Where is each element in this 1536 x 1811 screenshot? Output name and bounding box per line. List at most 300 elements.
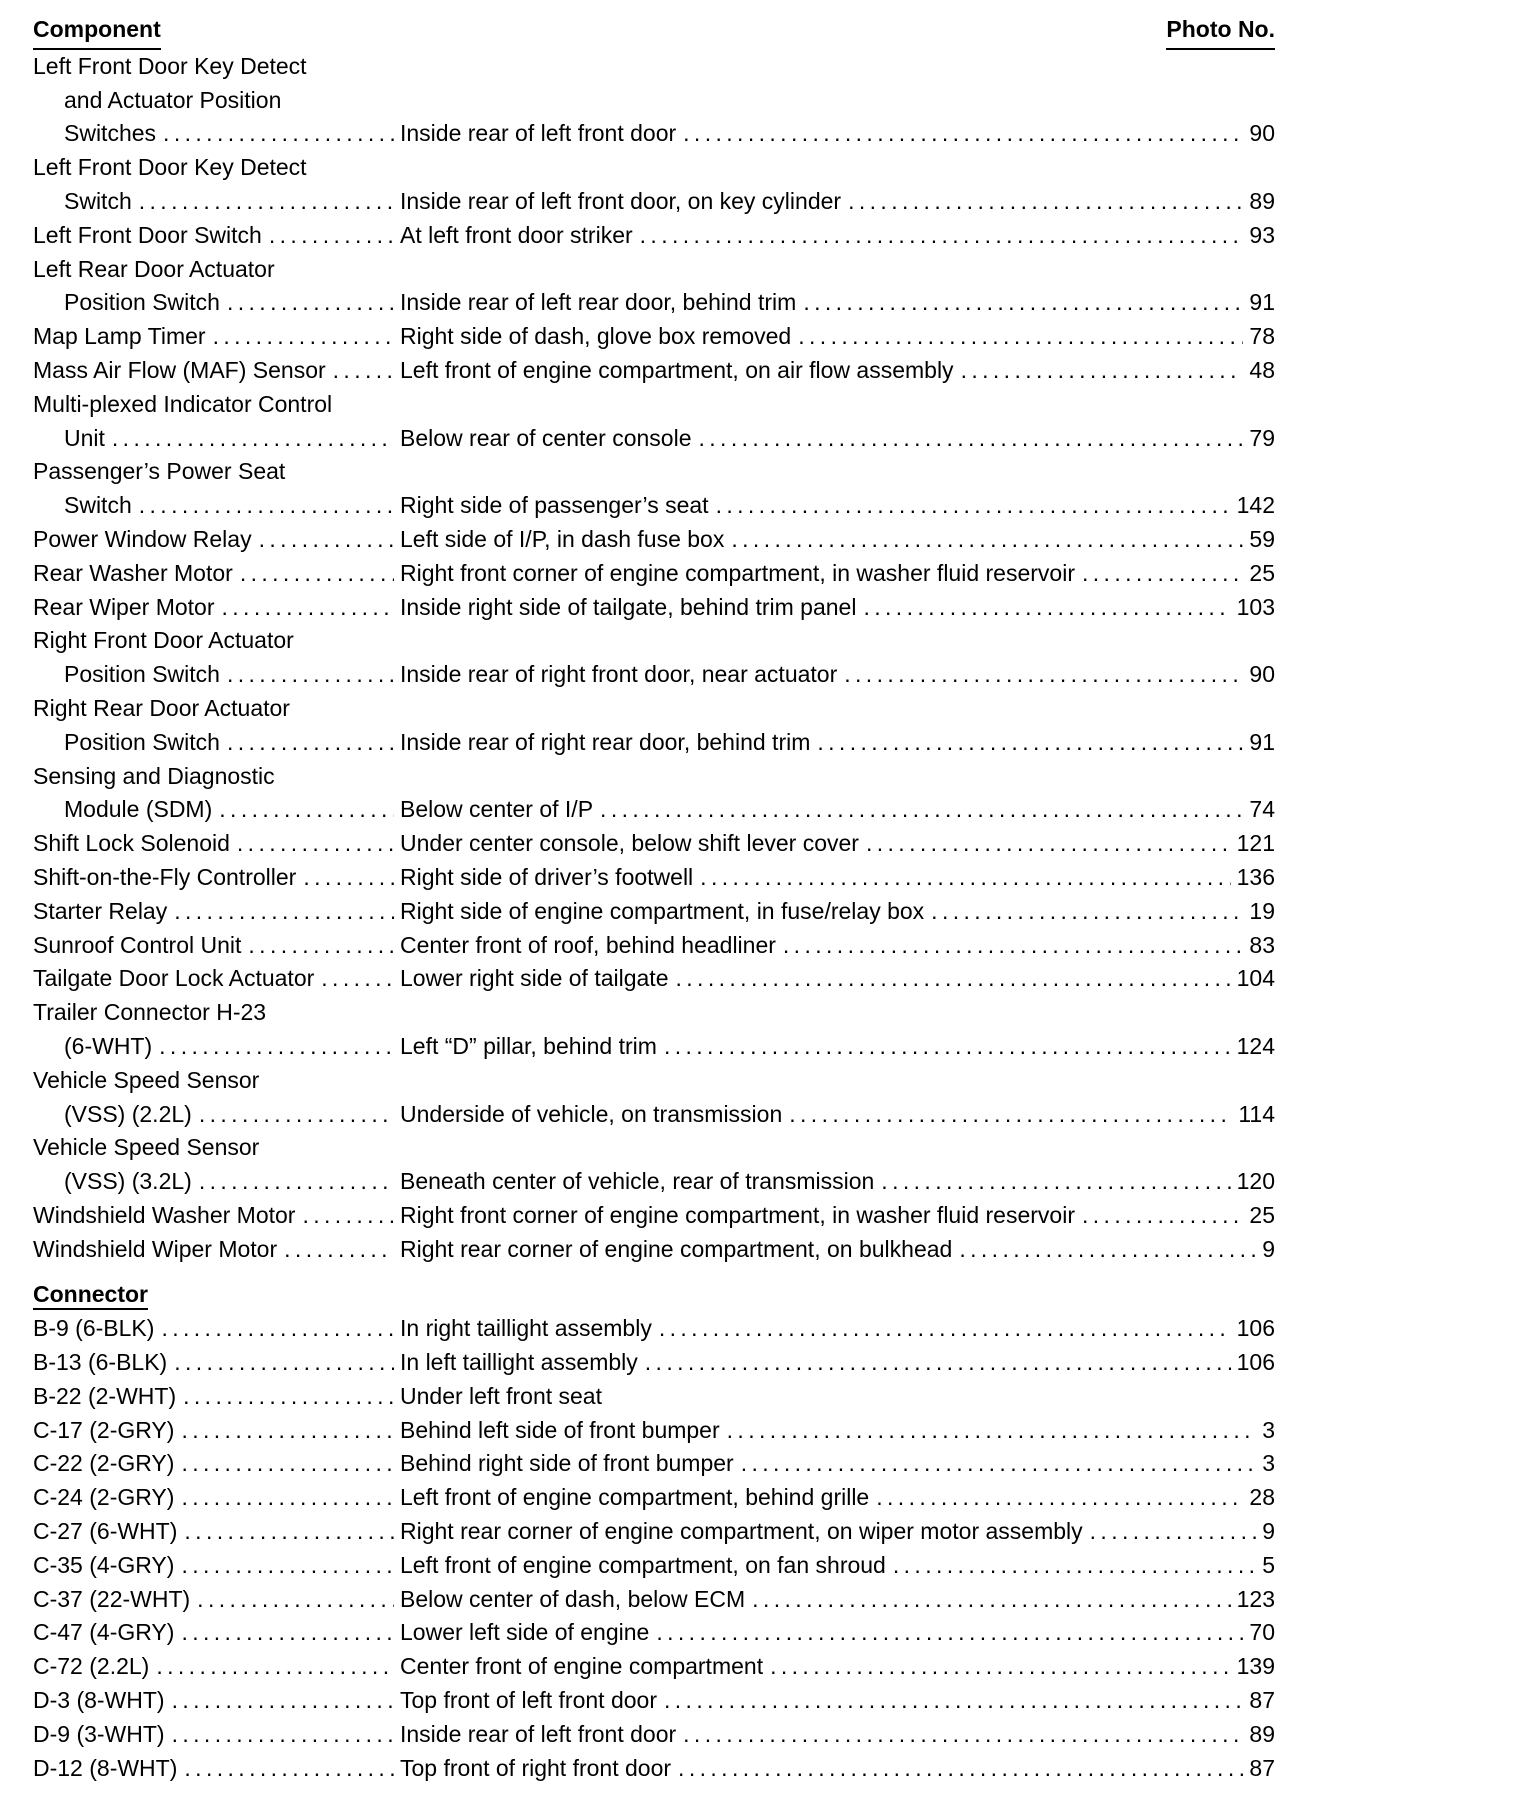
- component-name-cell: [33, 1199, 400, 1233]
- component-name-cell: [33, 1098, 400, 1132]
- photo-number: 103: [1236, 593, 1275, 620]
- component-name-cell: [33, 1233, 400, 1267]
- photo-number: 48: [1249, 356, 1275, 383]
- dot-leader: [770, 1650, 1231, 1684]
- component-name-cell: [33, 1481, 400, 1515]
- entry-main-line: [33, 286, 1275, 320]
- entry-main-line: [33, 726, 1275, 760]
- photo-number: 89: [1249, 1720, 1275, 1747]
- component-name-line: Left Front Door Key Detect: [33, 52, 307, 79]
- component-name-cell: [33, 1380, 400, 1414]
- photo-number: 142: [1236, 492, 1275, 519]
- component-name-cell: [33, 1312, 400, 1346]
- component-name: C-24 (2-GRY): [33, 1484, 175, 1511]
- component-name: B-13 (6-BLK): [33, 1349, 168, 1376]
- photo-number: 74: [1249, 796, 1275, 823]
- entry-main-line: [33, 1684, 1275, 1718]
- location-text: Below center of dash, below ECM: [400, 1585, 746, 1612]
- index-row: [33, 962, 1275, 996]
- entry-main-line: [33, 827, 1275, 861]
- component-name-line: Right Rear Door Actuator: [33, 694, 290, 721]
- dot-leader: [321, 962, 394, 996]
- entry-main-line: [33, 1583, 1275, 1617]
- entry-main-line: [33, 523, 1275, 557]
- location-text: Right side of dash, glove box removed: [400, 323, 792, 350]
- index-row: [33, 827, 1275, 861]
- component-name-cell: [33, 1718, 400, 1752]
- component-name-cell: [33, 1515, 400, 1549]
- location-text: Under left front seat: [400, 1382, 602, 1409]
- photo-number: 139: [1236, 1653, 1275, 1680]
- photo-number: 28: [1249, 1484, 1275, 1511]
- location-text: Center front of engine compartment: [400, 1653, 764, 1680]
- component-name: Module (SDM): [64, 796, 213, 823]
- component-name: D-9 (3-WHT): [33, 1720, 165, 1747]
- component-name: Unit: [64, 424, 105, 451]
- component-name-cell: [33, 219, 400, 253]
- entry-main-line: [33, 1233, 1275, 1267]
- component-name-line: Trailer Connector H-23: [33, 999, 267, 1026]
- dot-leader: [656, 1616, 1243, 1650]
- dot-leader: [172, 1718, 394, 1752]
- dot-leader: [866, 827, 1231, 861]
- index-row: [33, 1447, 1275, 1481]
- entry-main-line: [33, 1098, 1275, 1132]
- photo-number: 59: [1249, 525, 1275, 552]
- index-row: [33, 1583, 1275, 1617]
- component-name-cell: [33, 1752, 400, 1786]
- location-text: Left front of engine compartment, on air flow assembly: [400, 356, 954, 383]
- entry-main-line: [33, 1165, 1275, 1199]
- entry-main-line: [33, 793, 1275, 827]
- component-name: (6-WHT): [64, 1032, 153, 1059]
- index-row: [33, 1233, 1275, 1267]
- dot-leader: [699, 422, 1244, 456]
- index-row: [33, 1380, 1275, 1414]
- location-text: Left front of engine compartment, on fan shroud: [400, 1551, 886, 1578]
- component-name: Starter Relay: [33, 897, 168, 924]
- dot-leader: [678, 1752, 1243, 1786]
- component-name-cell: [33, 1650, 400, 1684]
- dot-leader: [844, 658, 1243, 692]
- component-name-line: Left Front Door Key Detect: [33, 154, 307, 181]
- entry-main-line: [33, 1414, 1275, 1448]
- location-text: Right side of passenger’s seat: [400, 492, 709, 519]
- dot-leader: [752, 1583, 1230, 1617]
- entry-main-line: [33, 929, 1275, 963]
- photo-number: 90: [1249, 661, 1275, 688]
- location-text: At left front door striker: [400, 221, 633, 248]
- component-name-cell: [33, 895, 400, 929]
- component-name: Switch: [64, 492, 132, 519]
- dot-leader: [199, 1098, 394, 1132]
- dot-leader: [881, 1165, 1230, 1199]
- photo-number: 79: [1249, 424, 1275, 451]
- component-name-cell: [33, 658, 400, 692]
- component-name: C-72 (2.2L): [33, 1653, 150, 1680]
- photo-number: 104: [1236, 965, 1275, 992]
- dot-leader: [161, 1312, 394, 1346]
- dot-leader: [183, 1380, 394, 1414]
- photo-number: 91: [1249, 728, 1275, 755]
- dot-leader: [716, 489, 1231, 523]
- location-text: Beneath center of vehicle, rear of transmission: [400, 1168, 875, 1195]
- index-row: [33, 1650, 1275, 1684]
- dot-leader: [269, 219, 394, 253]
- location-text: Left side of I/P, in dash fuse box: [400, 525, 725, 552]
- component-name-cell: [33, 1447, 400, 1481]
- component-name: Position Switch: [64, 728, 220, 755]
- dot-leader: [248, 929, 394, 963]
- entry-main-line: [33, 489, 1275, 523]
- index-row: [33, 557, 1275, 591]
- dot-leader: [112, 422, 394, 456]
- dot-leader: [600, 793, 1243, 827]
- component-name-cell: [33, 1616, 400, 1650]
- component-name: Windshield Wiper Motor: [33, 1235, 278, 1262]
- photo-number: 87: [1249, 1687, 1275, 1714]
- dot-leader: [184, 1752, 394, 1786]
- component-name: Position Switch: [64, 289, 220, 316]
- location-text: Inside right side of tailgate, behind trim panel: [400, 593, 857, 620]
- location-text: Right rear corner of engine compartment, on wiper motor assembly: [400, 1518, 1083, 1545]
- photo-number: 25: [1249, 1201, 1275, 1228]
- component-name: Shift Lock Solenoid: [33, 830, 230, 857]
- component-name-cell: [33, 489, 400, 523]
- component-name: B-22 (2-WHT): [33, 1382, 177, 1409]
- index-row: [33, 929, 1275, 963]
- location-text: Underside of vehicle, on transmission: [400, 1100, 783, 1127]
- dot-leader: [789, 1098, 1232, 1132]
- entry-main-line: [33, 117, 1275, 151]
- dot-leader: [798, 320, 1243, 354]
- component-name: C-22 (2-GRY): [33, 1450, 175, 1477]
- component-location-index: [33, 13, 1275, 1785]
- location-text: Inside rear of right rear door, behind trim: [400, 728, 811, 755]
- section-heading-label: Connector: [33, 1281, 148, 1310]
- photo-number: 136: [1236, 863, 1275, 890]
- index-row: [33, 320, 1275, 354]
- dot-leader: [676, 962, 1231, 996]
- location-text: Right side of driver’s footwell: [400, 863, 694, 890]
- component-name: Tailgate Door Lock Actuator: [33, 965, 315, 992]
- index-row: [33, 354, 1275, 388]
- dot-leader: [817, 726, 1243, 760]
- entry-main-line: [33, 962, 1275, 996]
- component-name: Shift-on-the-Fly Controller: [33, 863, 297, 890]
- location-text: Inside rear of left rear door, behind trim: [400, 289, 797, 316]
- entry-main-line: [33, 658, 1275, 692]
- dot-leader: [159, 1030, 394, 1064]
- dot-leader: [931, 895, 1243, 929]
- location-text: Top front of left front door: [400, 1687, 657, 1714]
- index-row: [33, 1131, 1275, 1199]
- dot-leader: [664, 1684, 1243, 1718]
- dot-leader: [303, 861, 394, 895]
- location-text: Lower left side of engine: [400, 1619, 650, 1646]
- component-name-cell: [33, 962, 400, 996]
- dot-leader: [640, 219, 1244, 253]
- photo-number: 123: [1236, 1585, 1275, 1612]
- location-text: Behind left side of front bumper: [400, 1416, 720, 1443]
- photo-number: 3: [1262, 1450, 1275, 1477]
- dot-leader: [700, 861, 1230, 895]
- index-row: [33, 219, 1275, 253]
- dot-leader: [174, 895, 394, 929]
- photo-number: 70: [1249, 1619, 1275, 1646]
- index-row: [33, 1481, 1275, 1515]
- component-name-cell: [33, 1165, 400, 1199]
- index-row: [33, 1312, 1275, 1346]
- component-name: Power Window Relay: [33, 525, 252, 552]
- photo-number: 3: [1262, 1416, 1275, 1443]
- component-column-header: Component: [33, 13, 161, 50]
- component-name-line: Sensing and Diagnostic: [33, 762, 275, 789]
- index-row: [33, 624, 1275, 692]
- index-row: [33, 996, 1275, 1064]
- index-row: [33, 1346, 1275, 1380]
- dot-leader: [221, 591, 394, 625]
- component-name-cell: [33, 1346, 400, 1380]
- entry-main-line: [33, 1650, 1275, 1684]
- component-name: D-3 (8-WHT): [33, 1687, 165, 1714]
- entry-main-line: [33, 1481, 1275, 1515]
- dot-leader: [213, 320, 394, 354]
- dot-leader: [174, 1346, 394, 1380]
- dot-leader: [240, 557, 394, 591]
- dot-leader: [139, 489, 394, 523]
- index-row: [33, 1414, 1275, 1448]
- component-name-line: Right Front Door Actuator: [33, 627, 294, 654]
- component-name-cell: [33, 185, 400, 219]
- component-name-cell: [33, 422, 400, 456]
- component-name-cell: [33, 1583, 400, 1617]
- photo-number: 120: [1236, 1168, 1275, 1195]
- photo-number: 5: [1262, 1551, 1275, 1578]
- component-name-cell: [33, 861, 400, 895]
- dot-leader: [227, 726, 394, 760]
- index-row: [33, 523, 1275, 557]
- component-name: C-35 (4-GRY): [33, 1551, 175, 1578]
- dot-leader: [302, 1199, 394, 1233]
- dot-leader: [961, 354, 1244, 388]
- component-name-line: and Actuator Position: [64, 86, 282, 113]
- location-text: Left front of engine compartment, behind grille: [400, 1484, 870, 1511]
- component-name: Left Front Door Switch: [33, 221, 262, 248]
- component-name-line: Passenger’s Power Seat: [33, 458, 286, 485]
- component-name-cell: [33, 1549, 400, 1583]
- index-row: [33, 692, 1275, 760]
- index-row: [33, 1549, 1275, 1583]
- location-text: Inside rear of left front door: [400, 1720, 677, 1747]
- dot-leader: [181, 1481, 394, 1515]
- dot-leader: [197, 1583, 394, 1617]
- dot-leader: [1082, 557, 1243, 591]
- dot-leader: [181, 1549, 394, 1583]
- location-text: Below rear of center console: [400, 424, 692, 451]
- component-name-line: Multi-plexed Indicator Control: [33, 390, 333, 417]
- dot-leader: [227, 286, 394, 320]
- dot-leader: [645, 1346, 1231, 1380]
- dot-leader: [683, 117, 1243, 151]
- photo-number: 124: [1236, 1032, 1275, 1059]
- component-name-cell: [33, 320, 400, 354]
- entry-main-line: [33, 1515, 1275, 1549]
- dot-leader: [1082, 1199, 1243, 1233]
- component-name-cell: [33, 726, 400, 760]
- entry-main-line: [33, 219, 1275, 253]
- location-text: Right front corner of engine compartment, in washer fluid reservoir: [400, 1201, 1075, 1228]
- index-row: [33, 591, 1275, 625]
- dot-leader: [172, 1684, 394, 1718]
- index-row: [33, 151, 1275, 219]
- section-heading: [33, 1278, 1275, 1312]
- location-text: Top front of right front door: [400, 1754, 672, 1781]
- dot-leader: [227, 658, 394, 692]
- photo-number: 19: [1249, 897, 1275, 924]
- index-row: [33, 388, 1275, 456]
- location-text: Below center of I/P: [400, 796, 594, 823]
- component-name: Rear Wiper Motor: [33, 593, 215, 620]
- component-name: C-37 (22-WHT): [33, 1585, 191, 1612]
- dot-leader: [848, 185, 1243, 219]
- location-text: In right taillight assembly: [400, 1315, 652, 1342]
- index-row: [33, 1515, 1275, 1549]
- entry-main-line: [33, 591, 1275, 625]
- component-name: B-9 (6-BLK): [33, 1315, 155, 1342]
- location-text: Right side of engine compartment, in fuse/relay box: [400, 897, 925, 924]
- entry-main-line: [33, 1447, 1275, 1481]
- dot-leader: [333, 354, 394, 388]
- index-row: [33, 1752, 1275, 1786]
- dot-leader: [893, 1549, 1256, 1583]
- component-name-cell: [33, 286, 400, 320]
- component-name: Switches: [64, 120, 157, 147]
- component-name-cell: [33, 1414, 400, 1448]
- location-text: Right rear corner of engine compartment, on bulkhead: [400, 1235, 953, 1262]
- index-row: [33, 253, 1275, 321]
- component-name-cell: [33, 354, 400, 388]
- dot-leader: [783, 929, 1244, 963]
- entry-main-line: [33, 354, 1275, 388]
- entry-main-line: [33, 185, 1275, 219]
- location-text: Center front of roof, behind headliner: [400, 931, 776, 958]
- component-name: Switch: [64, 187, 132, 214]
- dot-leader: [664, 1030, 1231, 1064]
- index-row: [33, 861, 1275, 895]
- index-row: [33, 760, 1275, 828]
- dot-leader: [683, 1718, 1243, 1752]
- index-row: [33, 1064, 1275, 1132]
- photo-number: 78: [1249, 323, 1275, 350]
- dot-leader: [803, 286, 1243, 320]
- photo-column-header: Photo No.: [1166, 13, 1275, 50]
- component-name-line: Vehicle Speed Sensor: [33, 1134, 260, 1161]
- component-name: (VSS) (2.2L): [64, 1100, 192, 1127]
- component-name: Map Lamp Timer: [33, 323, 206, 350]
- location-text: In left taillight assembly: [400, 1349, 638, 1376]
- dot-leader: [219, 793, 394, 827]
- entry-main-line: [33, 1199, 1275, 1233]
- photo-number: 89: [1249, 187, 1275, 214]
- index-row: [33, 50, 1275, 151]
- component-name: Sunroof Control Unit: [33, 931, 242, 958]
- component-name: C-17 (2-GRY): [33, 1416, 175, 1443]
- index-row: [33, 1684, 1275, 1718]
- dot-leader: [199, 1165, 394, 1199]
- dot-leader: [237, 827, 394, 861]
- photo-number: 121: [1236, 830, 1275, 857]
- location-text: Inside rear of right front door, near actuator: [400, 661, 838, 688]
- component-name-cell: [33, 827, 400, 861]
- component-name-line: Left Rear Door Actuator: [33, 255, 275, 282]
- component-name: C-47 (4-GRY): [33, 1619, 175, 1646]
- component-name-cell: [33, 523, 400, 557]
- entry-main-line: [33, 1312, 1275, 1346]
- dot-leader: [139, 185, 394, 219]
- location-text: Lower right side of tailgate: [400, 965, 669, 992]
- location-text: Inside rear of left front door, on key cylinder: [400, 187, 842, 214]
- entry-main-line: [33, 422, 1275, 456]
- index-table: [33, 50, 1275, 1786]
- component-name-cell: [33, 117, 400, 151]
- location-text: Inside rear of left front door: [400, 120, 677, 147]
- dot-leader: [959, 1233, 1256, 1267]
- location-text: Under center console, below shift lever cover: [400, 830, 859, 857]
- component-name: Rear Washer Motor: [33, 559, 233, 586]
- photo-number: 106: [1236, 1349, 1275, 1376]
- dot-leader: [1090, 1515, 1257, 1549]
- dot-leader: [181, 1447, 394, 1481]
- dot-leader: [659, 1312, 1231, 1346]
- photo-number: 83: [1249, 931, 1275, 958]
- component-name: Mass Air Flow (MAF) Sensor: [33, 356, 326, 383]
- photo-number: 93: [1249, 221, 1275, 248]
- photo-number: 91: [1249, 289, 1275, 316]
- entry-main-line: [33, 1380, 1275, 1414]
- dot-leader: [181, 1616, 394, 1650]
- index-row: [33, 455, 1275, 523]
- photo-number: 114: [1238, 1100, 1275, 1127]
- dot-leader: [863, 591, 1230, 625]
- component-name-cell: [33, 929, 400, 963]
- entry-main-line: [33, 895, 1275, 929]
- entry-main-line: [33, 1030, 1275, 1064]
- dot-leader: [284, 1233, 394, 1267]
- component-name-cell: [33, 793, 400, 827]
- entry-main-line: [33, 1718, 1275, 1752]
- dot-leader: [181, 1414, 394, 1448]
- photo-number: 9: [1262, 1235, 1275, 1262]
- entry-main-line: [33, 1616, 1275, 1650]
- entry-main-line: [33, 861, 1275, 895]
- entry-main-line: [33, 557, 1275, 591]
- component-name: D-12 (8-WHT): [33, 1754, 178, 1781]
- component-name: Windshield Washer Motor: [33, 1201, 296, 1228]
- component-name-cell: [33, 1684, 400, 1718]
- entry-main-line: [33, 320, 1275, 354]
- photo-number: 9: [1262, 1518, 1275, 1545]
- dot-leader: [259, 523, 394, 557]
- location-text: Left “D” pillar, behind trim: [400, 1032, 657, 1059]
- component-name: Position Switch: [64, 661, 220, 688]
- photo-number: 90: [1249, 120, 1275, 147]
- component-name-line: Vehicle Speed Sensor: [33, 1066, 260, 1093]
- entry-main-line: [33, 1549, 1275, 1583]
- photo-number: 106: [1236, 1315, 1275, 1342]
- photo-number: 25: [1249, 559, 1275, 586]
- dot-leader: [741, 1447, 1257, 1481]
